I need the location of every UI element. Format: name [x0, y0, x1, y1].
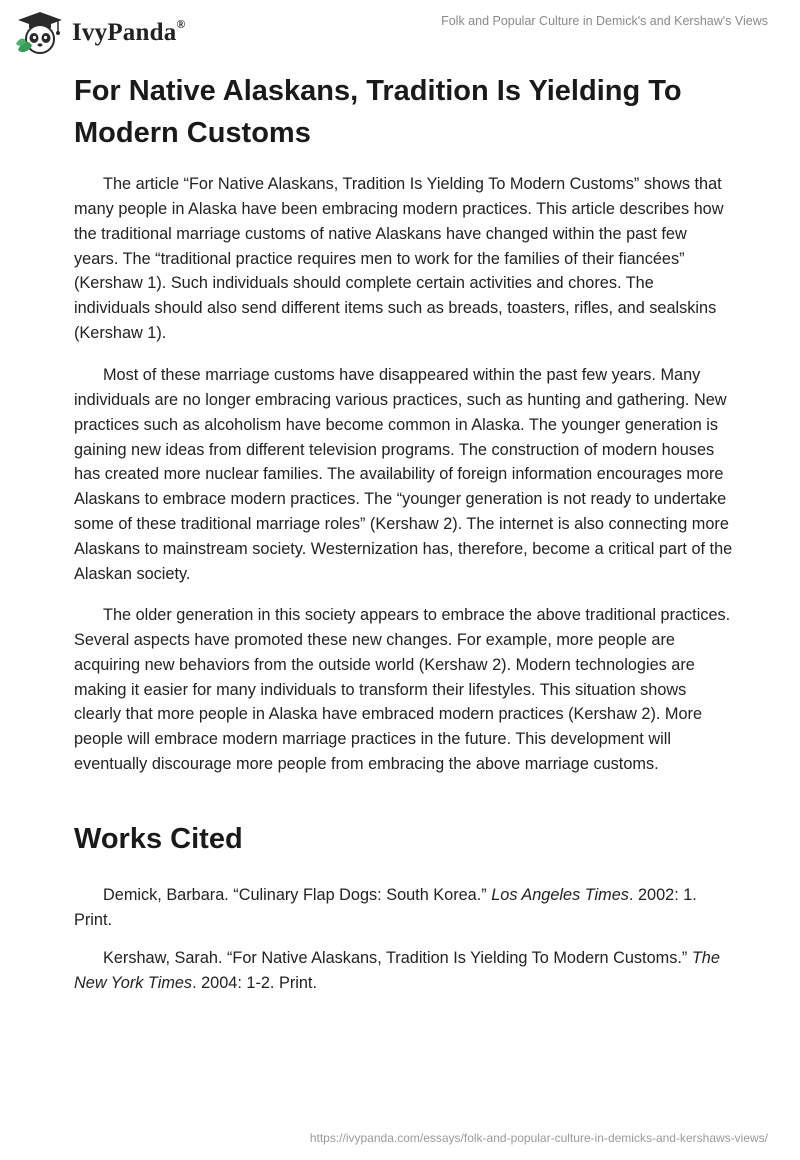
paragraph-2: Most of these marriage customs have disappeared within the past few years. Many individuals are no longer embracing various practices, such as hunting and gathering. New practices such as alcoholism have become common in Alaska. The younger generation is gaining new ideas from different television programs. The construction of modern houses has created more nuclear families. The availability of foreign information encourages more Alaskans to embrace modern practices. The “younger generation is not ready to undertake some of these traditional marriage roles” (Kershaw 2). The internet is also connecting more Alaskans to mainstream society. Westernization has, therefore, become a critical part of the Alaskan society.	[74, 366, 733, 583]
page-title: For Native Alaskans, Tradition Is Yielding To Modern Customs	[74, 75, 682, 149]
works-cited-title: Works Cited	[74, 823, 243, 855]
paragraph-1: The article “For Native Alaskans, Tradition Is Yielding To Modern Customs” shows that many people in Alaska have been embracing modern practices. This article describes how the traditional marriage customs of native Alaskans have changed within the past few years. The “traditional practice requires men to work for the families of their fiancées” (Kershaw 1). Such individuals should complete certain activities and chores. The individuals should also send different items such as breads, toasters, rifles, and sealskins (Kershaw 1).	[74, 175, 724, 343]
citation-1: Demick, Barbara. “Culinary Flap Dogs: South Korea.” Los Angeles Times. 2002: 1. Print.	[74, 886, 697, 929]
citation-2: Kershaw, Sarah. “For Native Alaskans, Tradition Is Yielding To Modern Customs.” The New York Times. 2004: 1-2. Print.	[74, 949, 720, 992]
logo-text: IvyPanda®	[72, 16, 186, 46]
footer-url-link[interactable]: https://ivypanda.com/essays/folk-and-popular-culture-in-demicks-and-kershaws-views/	[309, 1131, 768, 1145]
registered-mark: ®	[176, 16, 186, 31]
panda-logo-icon	[14, 10, 66, 56]
logo[interactable]	[14, 10, 186, 56]
paragraph-3: The older generation in this society appears to embrace the above traditional practices. Several aspects have promoted these new changes. For example, more people are acquiring new behaviors from the outside world (Kershaw 2). Modern technologies are making it easier for many individuals to transform their lifestyles. This situation shows clearly that more people in Alaska have embraced modern practices (Kershaw 2). More people will embrace modern marriage practices in the future. This development will eventually discourage more people from embracing the above marriage customs.	[74, 606, 731, 774]
document-title: Folk and Popular Culture in Demick's and Kershaw's Views	[441, 14, 768, 28]
